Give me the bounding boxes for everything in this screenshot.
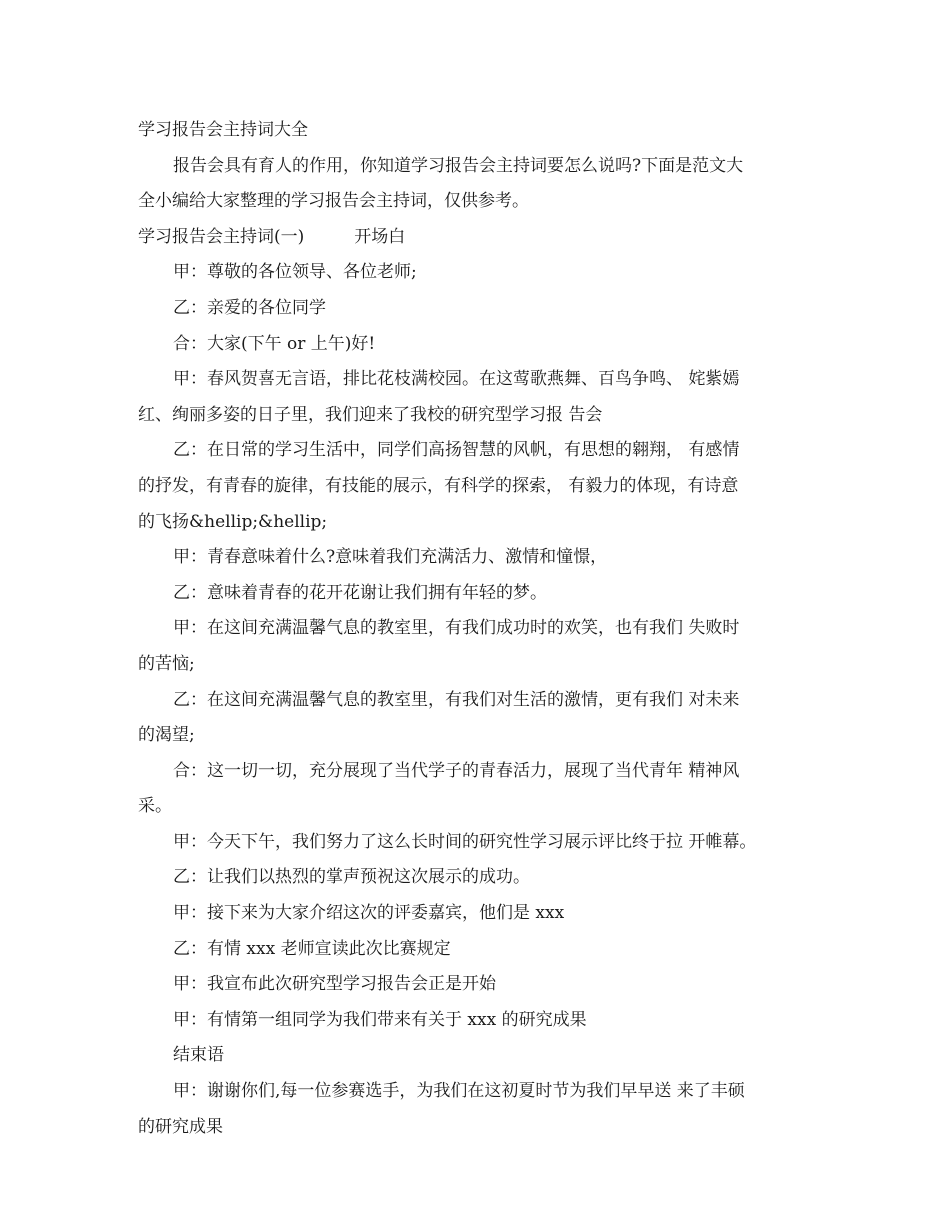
dialogue-line: 合：大家(下午 or 上午)好! [173, 333, 376, 354]
dialogue-line: 乙：意味着青春的花开花谢让我们拥有年轻的梦。 [173, 582, 547, 603]
dialogue-line: 乙：让我们以热烈的掌声预祝这次展示的成功。 [173, 867, 530, 888]
dialogue-line: 的研究成果 [138, 1116, 223, 1137]
dialogue-line: 乙：亲爱的各位同学 [173, 297, 326, 318]
section-heading [138, 224, 812, 251]
section-subtitle: 开场白 [354, 226, 406, 247]
dialogue-line: 乙：在日常的学习生活中，同学们高扬智慧的风帆，有思想的翱翔， 有感情 [173, 440, 740, 461]
closing-heading: 结束语 [173, 1045, 224, 1066]
intro-line: 全小编给大家整理的学习报告会主持词，仅供参考。 [138, 191, 529, 212]
dialogue-line: 甲：接下来为大家介绍这次的评委嘉宾，他们是 xxx [173, 903, 565, 924]
dialogue-line: 的飞扬&hellip;&hellip; [138, 511, 328, 532]
dialogue-line: 甲：青春意味着什么?意味着我们充满活力、激情和憧憬， [173, 547, 608, 568]
dialogue-line: 的渴望; [138, 725, 195, 746]
section-title: 学习报告会主持词(一) [138, 226, 305, 247]
document-body [138, 117, 812, 1149]
dialogue-line: 甲：在这间充满温馨气息的教室里，有我们成功时的欢笑，也有我们 失败时 [173, 618, 740, 639]
document-title: 学习报告会主持词大全 [138, 120, 308, 140]
dialogue-line: 的苦恼; [138, 653, 195, 674]
intro-line: 报告会具有育人的作用，你知道学习报告会主持词要怎么说吗?下面是范文大 [173, 155, 744, 176]
dialogue-line: 乙：在这间充满温馨气息的教室里，有我们对生活的激情，更有我们 对未来 [173, 689, 740, 710]
dialogue-line: 红、绚丽多姿的日子里，我们迎来了我校的研究型学习报 告会 [138, 404, 603, 425]
dialogue-line: 甲：谢谢你们,每一位参赛选手，为我们在这初夏时节为我们早早送 来了丰硕 [173, 1081, 745, 1102]
dialogue-line: 乙：有情 xxx 老师宣读此次比赛规定 [173, 938, 451, 959]
dialogue-line: 甲：尊敬的各位领导、各位老师; [173, 262, 417, 283]
dialogue-line: 甲：春风贺喜无言语，排比花枝满校园。在这莺歌燕舞、百鸟争鸣、 姹紫嫣 [173, 369, 740, 390]
dialogue-line: 甲：今天下午，我们努力了这么长时间的研究性学习展示评比终于拉 开帷幕。 [173, 831, 757, 852]
dialogue-line: 合：这一切一切，充分展现了当代学子的青春活力，展现了当代青年 精神风 [173, 760, 740, 781]
dialogue-line: 的抒发，有青春的旋律，有技能的展示，有科学的探索， 有毅力的体现，有诗意 [138, 475, 739, 496]
dialogue-line: 甲：有情第一组同学为我们带来有关于 xxx 的研究成果 [173, 1009, 587, 1030]
dialogue-line: 甲：我宣布此次研究型学习报告会正是开始 [173, 974, 496, 995]
dialogue-line: 采。 [138, 796, 172, 817]
